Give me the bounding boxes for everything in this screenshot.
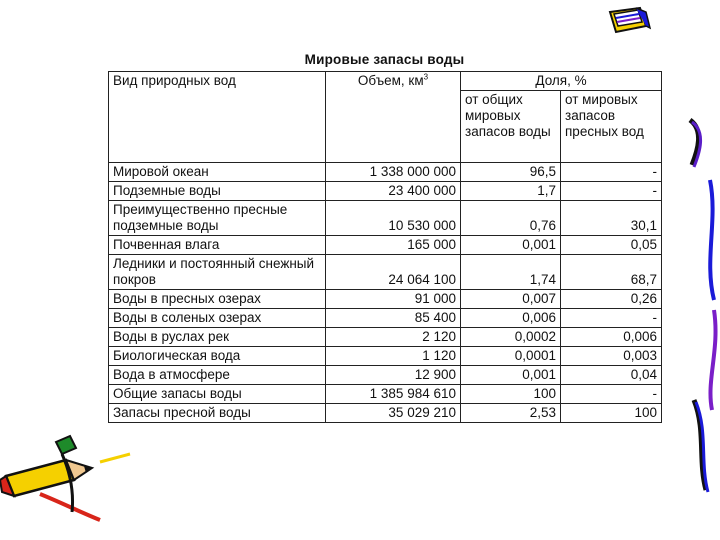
row-share-total: 0,0001 [461,347,561,366]
row-share-fresh: 0,05 [561,236,662,255]
row-name: Воды в руслах рек [109,328,326,347]
header-row [109,72,662,91]
header-share: Доля, % [461,72,662,91]
table-row [109,309,662,328]
row-volume: 1 338 000 000 [326,163,461,182]
row-share-fresh: 68,7 [561,255,662,290]
row-share-total: 0,0002 [461,328,561,347]
row-name: Биологическая вода [109,347,326,366]
spiral-binding-icon [684,110,720,510]
row-share-fresh: - [561,309,662,328]
row-name: Почвенная влага [109,236,326,255]
row-volume: 85 400 [326,309,461,328]
row-volume: 10 530 000 [326,201,461,236]
table-row [109,236,662,255]
header-share-fresh: от мировых запасов пресных вод [561,91,662,163]
row-share-total: 1,74 [461,255,561,290]
row-name: Общие запасы воды [109,385,326,404]
table-row [109,163,662,182]
row-volume: 2 120 [326,328,461,347]
notebook-icon [606,4,652,34]
row-volume: 91 000 [326,290,461,309]
row-volume: 35 029 210 [326,404,461,423]
table-row [109,404,662,423]
row-share-total: 0,001 [461,236,561,255]
row-name: Подземные воды [109,182,326,201]
row-share-fresh: 0,04 [561,366,662,385]
row-name: Преимущественно пресные подземные воды [109,201,326,236]
row-share-total: 1,7 [461,182,561,201]
row-share-fresh: - [561,163,662,182]
row-volume: 23 400 000 [326,182,461,201]
row-share-total: 100 [461,385,561,404]
row-share-fresh: 0,003 [561,347,662,366]
table-row [109,201,662,236]
row-share-fresh: 0,006 [561,328,662,347]
row-share-total: 96,5 [461,163,561,182]
row-volume: 1 385 984 610 [326,385,461,404]
row-volume: 1 120 [326,347,461,366]
pencil-icon [0,432,140,532]
table-row [109,255,662,290]
page-title: Мировые запасы воды [304,52,465,67]
row-name: Мировой океан [109,163,326,182]
row-name: Воды в пресных озерах [109,290,326,309]
row-share-fresh: 100 [561,404,662,423]
water-reserves-table [108,71,662,423]
row-share-fresh: - [561,182,662,201]
row-volume: 12 900 [326,366,461,385]
row-name: Вода в атмосфере [109,366,326,385]
header-type: Вид природных вод [109,72,326,163]
row-share-fresh: - [561,385,662,404]
table-row [109,182,662,201]
table-row [109,385,662,404]
table-row [109,290,662,309]
row-volume: 24 064 100 [326,255,461,290]
row-volume: 165 000 [326,236,461,255]
table-row [109,366,662,385]
header-share-total: от общих мировых запасов воды [461,91,561,163]
row-name: Воды в соленых озерах [109,309,326,328]
row-share-total: 0,006 [461,309,561,328]
header-volume: Объем, $км^3$ [326,72,461,163]
row-share-total: 2,53 [461,404,561,423]
row-name: Ледники и постоянный снежный покров [109,255,326,290]
row-share-total: 0,001 [461,366,561,385]
row-share-total: 0,76 [461,201,561,236]
table-row [109,328,662,347]
table-row [109,347,662,366]
row-share-fresh: 30,1 [561,201,662,236]
row-share-total: 0,007 [461,290,561,309]
row-name: Запасы пресной воды [109,404,326,423]
row-share-fresh: 0,26 [561,290,662,309]
